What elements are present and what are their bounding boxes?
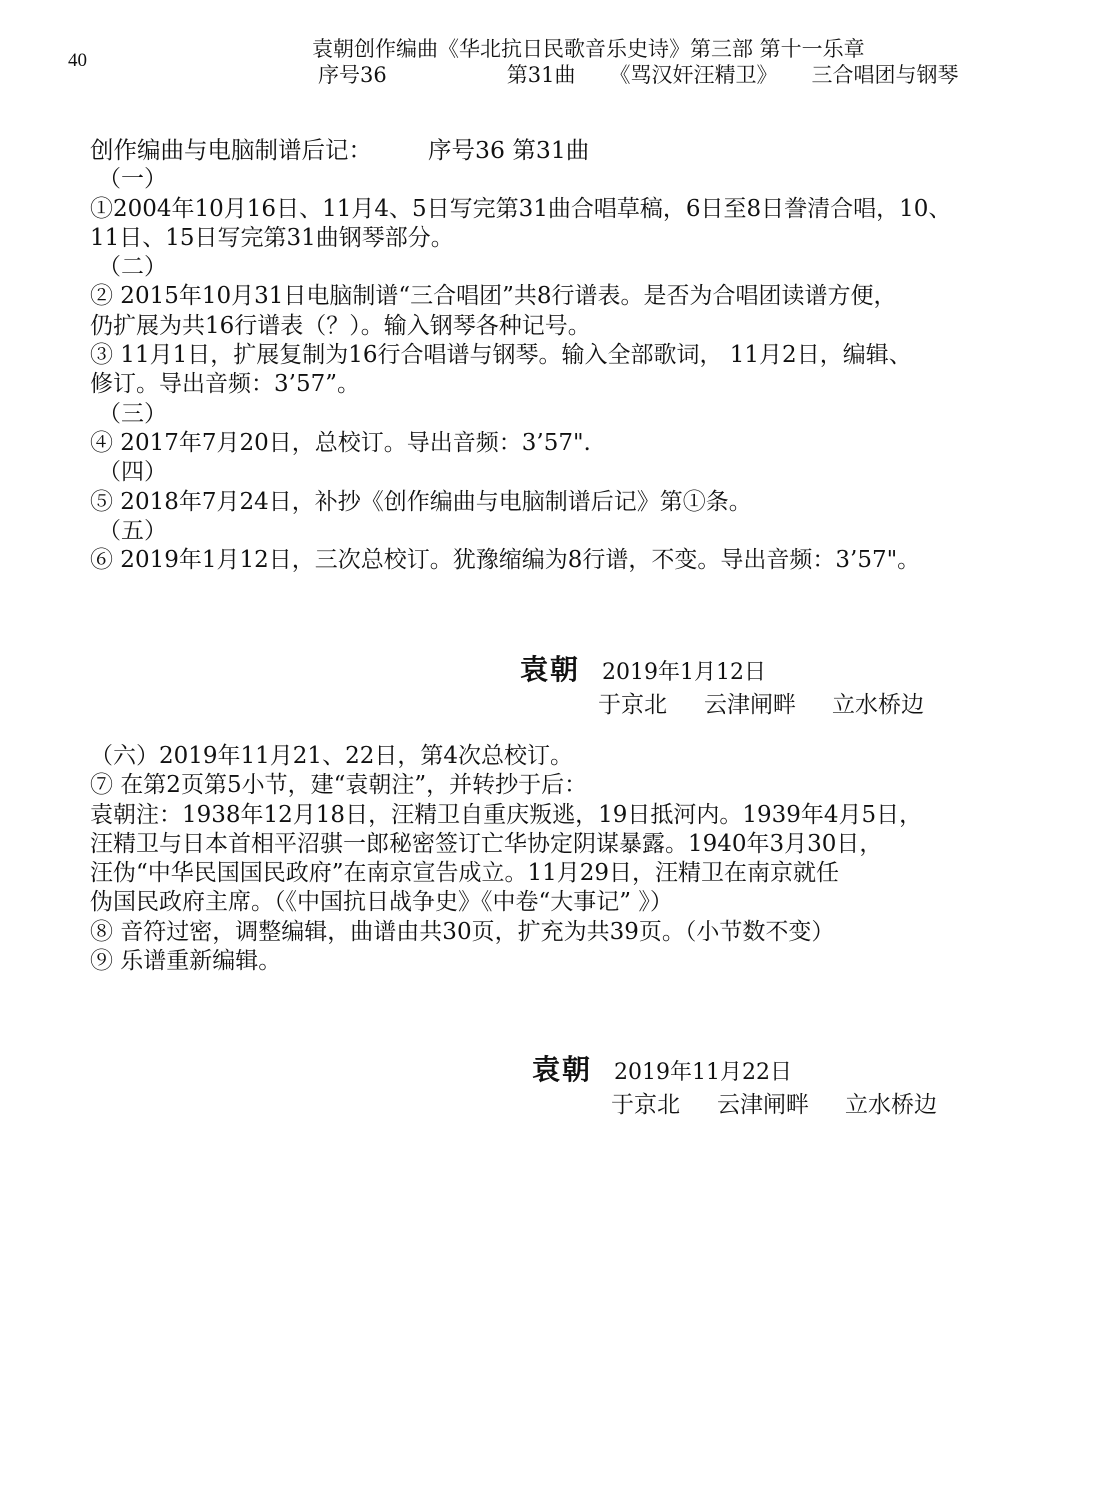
addendum-line: （六）2019年11月21、22日，第4次总校订。 — [90, 743, 573, 769]
postscript-section — [90, 136, 1040, 575]
signature-place-part: 立水桥边 — [832, 692, 924, 718]
addendum-line: 袁朝注：1938年12月18日，汪精卫自重庆叛逃，19日抵河内。1939年4月5日， — [90, 801, 923, 828]
postscript-line: （三） — [98, 400, 167, 427]
postscript-line: 11日、15日写完第31曲钢琴部分。 — [90, 224, 454, 251]
postscript-line: （五） — [98, 517, 167, 544]
signature-place — [611, 1086, 937, 1119]
addendum-line: ⑨ 乐谱重新编辑。 — [90, 948, 282, 975]
signature-place-part: 云津闸畔 — [717, 1092, 809, 1118]
header-piece-title: 《骂汉奸汪精卫》 — [609, 63, 778, 87]
postscript-line: （一） — [98, 166, 167, 193]
postscript-line: ①2004年10月16日、11月4、5日写完第31曲合唱草稿，6日至8日誊清合唱，10、 — [90, 195, 952, 222]
signature-place-part: 于京北 — [611, 1092, 680, 1118]
addendum-line: 伪国民政府主席。（《中国抗日战争史》《中卷“大事记” 》） — [90, 889, 673, 916]
postscript-line: 仍扩展为共16行谱表（？）。输入钢琴各种记号。 — [90, 312, 591, 339]
postscript-line: ⑥ 2019年1月12日，三次总校订。犹豫缩编为8行谱，不变。导出音频：3’57"。 — [90, 547, 921, 574]
addendum-line: 汪伪“中华民国国民政府”在南京宣告成立。11月29日，汪精卫在南京就任 — [90, 860, 840, 887]
postscript-line: ⑤ 2018年7月24日，补抄《创作编曲与电脑制谱后记》第①条。 — [90, 488, 752, 515]
header-ensemble: 三合唱团与钢琴 — [811, 63, 959, 87]
postscript-title-right: 序号36 第31曲 — [428, 136, 590, 164]
signature-name: 袁朝 — [532, 1053, 593, 1086]
signature-date: 2019年11月22日 — [614, 1060, 792, 1085]
header-piece: 第31曲 — [506, 63, 576, 87]
signature-place-part: 云津闸畔 — [704, 692, 796, 718]
signature-place-part: 立水桥边 — [845, 1092, 937, 1118]
addendum-line: ⑧ 音符过密，调整编辑，曲谱由共30页，扩充为共39页。（小节数不变） — [90, 918, 835, 945]
signature-place — [598, 686, 924, 719]
addendum-line: 汪精卫与日本首相平沼骐一郎秘密签订亡华协定阴谋暴露。1940年3月30日， — [90, 830, 883, 857]
signature-2 — [532, 1048, 792, 1088]
postscript-line: ③ 11月1日，扩展复制为16行合唱谱与钢琴。输入全部歌词， 11月2日，编辑、 — [90, 342, 912, 369]
signature-1 — [520, 648, 766, 688]
signature-date: 2019年1月12日 — [602, 660, 766, 685]
page-number: 40 — [68, 50, 87, 71]
postscript-line: ④ 2017年7月20日，总校订。导出音频：3’57". — [90, 429, 591, 456]
addendum-section — [90, 742, 1040, 976]
postscript-line: 修订。导出音频：3’57”。 — [90, 371, 360, 398]
postscript-title-left: 创作编曲与电脑制谱后记： — [90, 136, 372, 164]
postscript-line: ② 2015年10月31日电脑制谱“三合唱团”共8行谱表。是否为合唱团读谱方便， — [90, 283, 897, 310]
signature-name: 袁朝 — [520, 653, 581, 686]
header-subtitle — [318, 62, 958, 88]
postscript-title — [90, 136, 1040, 165]
header-serial: 序号36 — [318, 63, 387, 87]
postscript-line: （二） — [98, 254, 167, 281]
header-title: 袁朝创作编曲《华北抗日民歌音乐史诗》第三部 第十一乐章 — [312, 37, 865, 61]
signature-place-part: 于京北 — [598, 692, 667, 718]
postscript-line: （四） — [98, 459, 167, 486]
addendum-line: ⑦ 在第2页第5小节，建“袁朝注”，并转抄于后： — [90, 772, 588, 799]
